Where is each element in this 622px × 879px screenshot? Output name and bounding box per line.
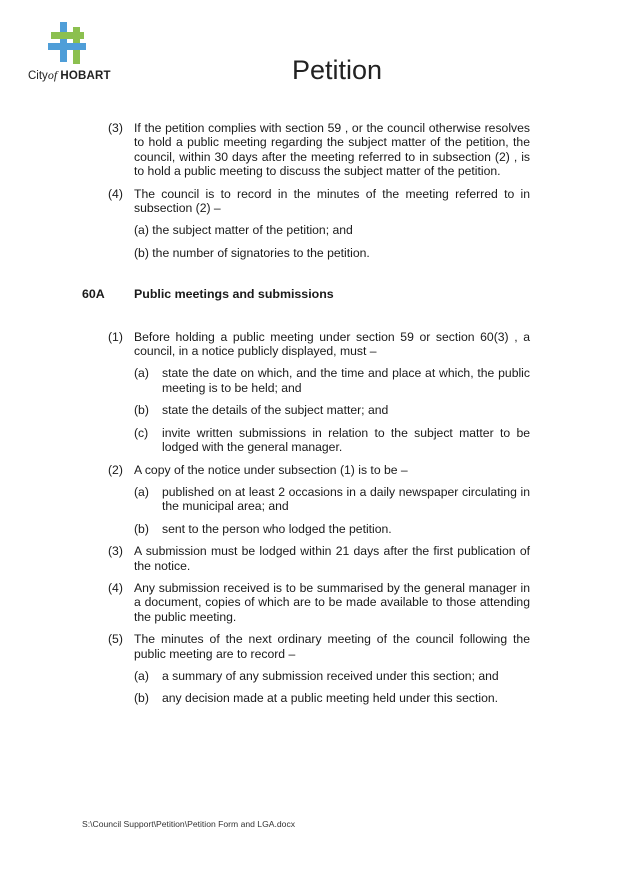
- subparagraph: [134, 426, 530, 455]
- subparagraph-number: (c): [134, 425, 149, 440]
- paragraph-4: [82, 187, 530, 216]
- logo-text: [28, 68, 111, 83]
- subparagraph-text: state the details of the subject matter; and: [162, 403, 389, 418]
- page-title: Petition: [292, 55, 383, 85]
- subparagraph-number: (a): [134, 484, 149, 499]
- subparagraph: [134, 366, 530, 395]
- paragraph-text: The minutes of the next ordinary meeting of the council following the public meeting are to record –: [134, 632, 530, 661]
- section-heading: [82, 287, 530, 301]
- subparagraph: [134, 403, 530, 417]
- paragraph-number: (1): [108, 329, 123, 344]
- subparagraph-text: invite written submissions in relation to the subject matter to be lodged with the general manager.: [162, 425, 530, 455]
- document-body: [82, 121, 530, 714]
- subparagraph-text: published on at least 2 occasions in a daily newspaper circulating in the municipal area; and: [162, 484, 530, 514]
- subparagraph: (b) the number of signatories to the petition.: [134, 245, 370, 260]
- city-of-hobart-logo: [28, 22, 118, 84]
- paragraph-text: Before holding a public meeting under section 59 or section 60(3) , a council, in a notice publicly displayed, must –: [134, 329, 530, 359]
- subparagraph: [134, 691, 530, 705]
- paragraph-4: [82, 581, 530, 624]
- paragraph-text: A copy of the notice under subsection (1) is to be –: [134, 462, 408, 477]
- logo-text-hobart: HOBART: [60, 70, 111, 82]
- paragraph-number: (5): [108, 632, 123, 647]
- paragraph-text: Any submission received is to be summarised by the general manager in a document, copies of which are to be made available to those attending the public meeting.: [134, 580, 530, 624]
- paragraph-1: [82, 330, 530, 359]
- subparagraph-number: (b): [134, 521, 149, 536]
- subparagraph-number: (b): [134, 403, 149, 418]
- logo-text-of: of: [47, 68, 58, 82]
- subparagraph-number: (b): [134, 691, 149, 706]
- subparagraph: (a) the subject matter of the petition; and: [134, 223, 353, 238]
- subparagraph-number: (a): [134, 668, 149, 683]
- section-number: 60A: [82, 287, 105, 302]
- subparagraph: [134, 485, 530, 514]
- paragraph-5: [82, 632, 530, 661]
- paragraph-number: (4): [108, 186, 123, 201]
- paragraph-text: The council is to record in the minutes of the meeting referred to in subsection (2) –: [134, 186, 530, 216]
- subparagraph-text: sent to the person who lodged the petition.: [162, 521, 392, 536]
- paragraph-number: (3): [108, 121, 123, 135]
- subparagraph-text: any decision made at a public meeting held under this section.: [162, 691, 499, 706]
- paragraph-text: If the petition complies with section 59 , or the council otherwise resolves to hold a public meeting regarding the subject matter of the petition, the council, within 30 days after the meeting referred to in subsection (2) , is to hold a public meeting to discuss the subject matter of the petition.: [134, 121, 530, 179]
- subparagraph-text: state the date on which, and the time and place at which, the public meeting is to be held; and: [162, 366, 530, 395]
- hobart-hash-icon: [46, 22, 90, 64]
- paragraph-number: (4): [108, 580, 123, 595]
- subparagraph-text: a summary of any submission received under this section; and: [162, 668, 499, 683]
- paragraph-number: (2): [108, 462, 123, 477]
- paragraph-number: (3): [108, 544, 123, 559]
- subparagraph-number: (a): [134, 366, 149, 381]
- paragraph-2: [82, 463, 530, 477]
- paragraph-3: [82, 121, 530, 179]
- logo-text-city: City: [28, 70, 48, 82]
- section-title: Public meetings and submissions: [134, 287, 334, 302]
- subparagraph: [134, 522, 530, 536]
- paragraph-text: A submission must be lodged within 21 days after the first publication of the notice.: [134, 544, 530, 573]
- file-path-footer: S:\Council Support\Petition\Petition Form and LGA.docx: [82, 819, 296, 829]
- subparagraph: [134, 669, 530, 683]
- paragraph-3: [82, 544, 530, 573]
